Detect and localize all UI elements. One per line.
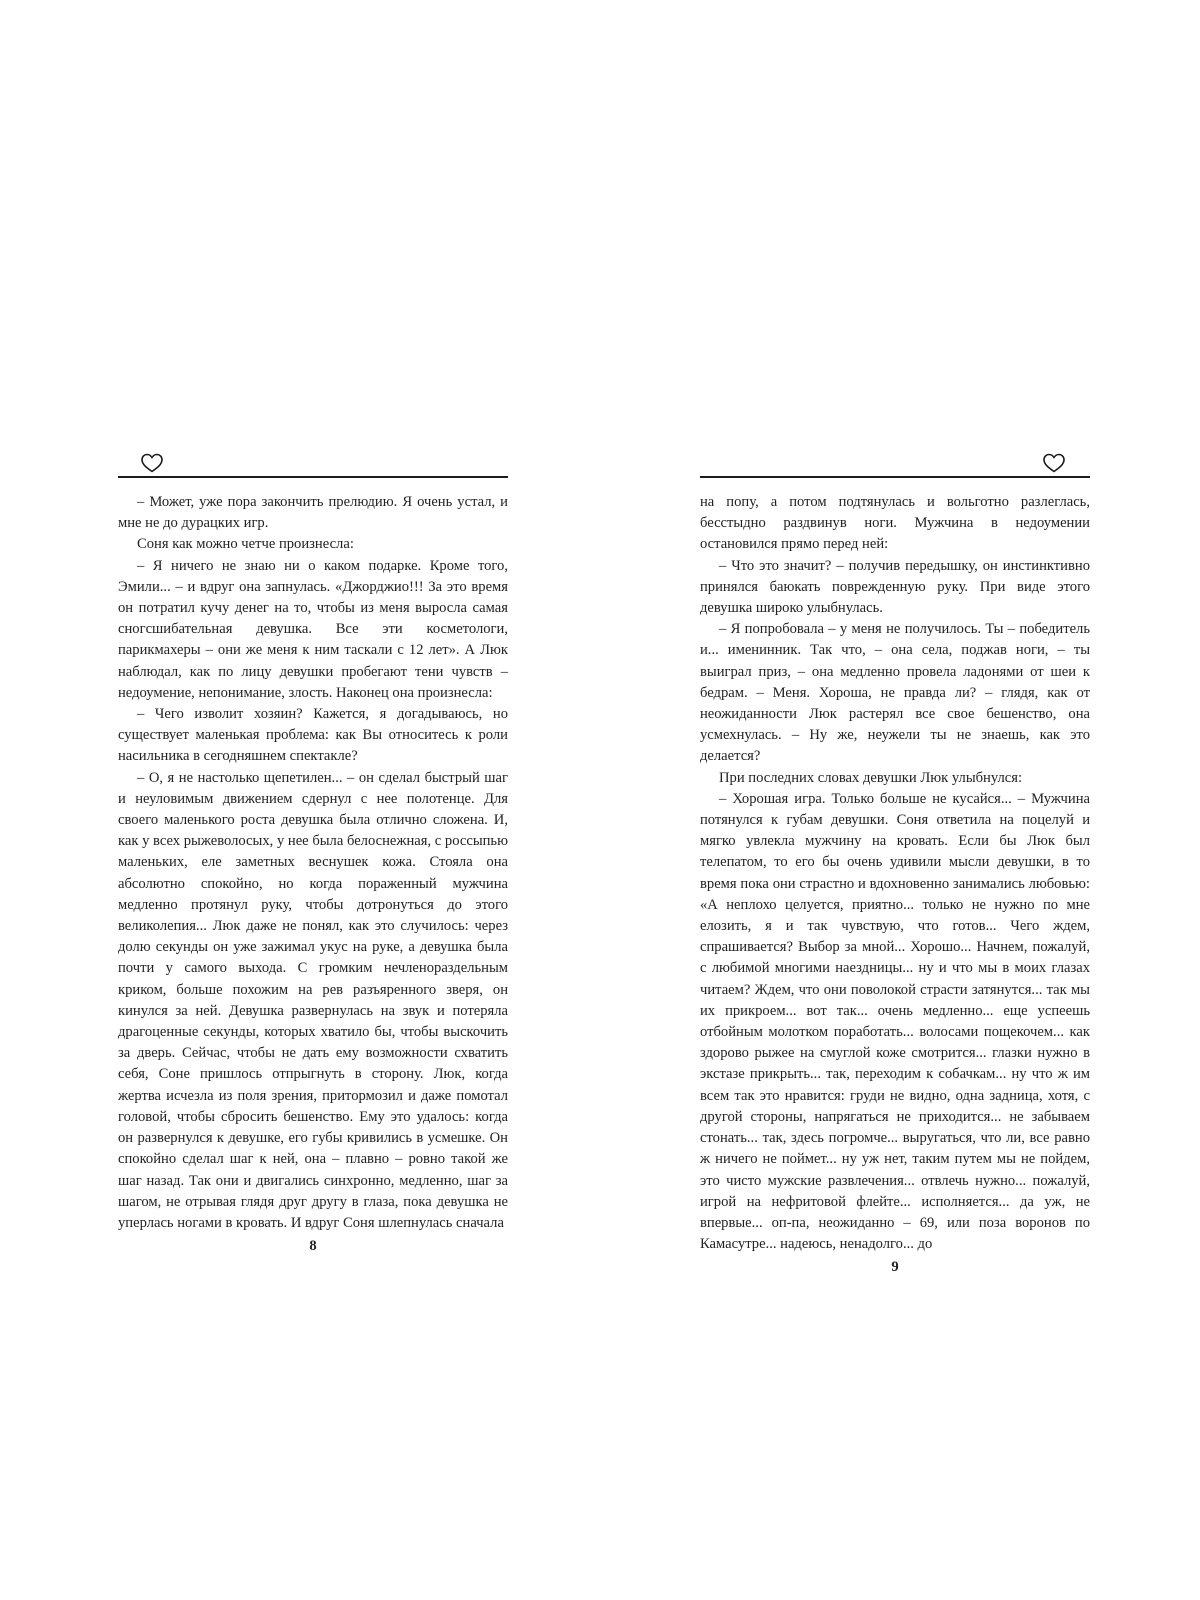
running-header: [700, 451, 1090, 478]
paragraph: – Чего изволит хозяин? Кажется, я догадываюсь, но существует маленькая проблема: как Вы относитесь к роли насильника в сегодняшнем спектакле?: [118, 706, 508, 765]
paragraph: – Я попробовала – у меня не получилось. Ты – победитель и... именинник. Так что, – она села, поджав ноги, – ты выиграл приз, – она медленно провела ладонями от шеи к бедрам. – Меня. Хороша, не правда ли? – глядя, как от неожиданности Люк растерял все свое бешенство, она усмехнулась. – Ну же, неужели ты не знаешь, как это делается?: [700, 621, 1090, 765]
paragraph: – Я ничего не знаю ни о каком подарке. Кроме того, Эмили... – и вдруг она запнулась. «Джорджио!!! За это время он потратил кучу денег на то, чтобы из меня выросла самая сногсшибательная девушка. Все эти косметологи, парикмахеры – они же меня к ним таскали с 12 лет». А Люк наблюдал, как по лицу девушки пробегают тени чувств – недоумение, непонимание, злость. Наконец она произнесла:: [118, 557, 508, 701]
header-rule: [118, 476, 508, 478]
page-body-text: [700, 492, 1090, 1255]
heart-outline-icon: [1042, 453, 1066, 473]
header-rule: [700, 476, 1090, 478]
page-number: 8: [309, 1238, 317, 1255]
running-header: [118, 451, 508, 478]
paragraph: на попу, а потом подтянулась и вольготно разлеглась, бесстыдно раздвинув ноги. Мужчина в недоумении остановился прямо перед ней:: [700, 494, 1090, 553]
paragraph: Соня как можно четче произнесла:: [137, 536, 354, 553]
paragraph: – Может, уже пора закончить прелюдию. Я очень устал, и мне не до дурацких игр.: [118, 494, 508, 532]
paragraph: – Что это значит? – получив передышку, он инстинктивно принялся баюкать поврежденную руку. При виде этого девушка широко улыбнулась.: [700, 557, 1090, 617]
page-body-text: [118, 492, 508, 1234]
paragraph: – О, я не настолько щепетилен... – он сделал быстрый шаг и неуловимым движением сдернул с нее полотенце. Для своего маленького роста девушка была отлично сложена. И, как у всех рыжеволосых, у нее была белоснежная, с россыпью маленьких, еле заметных веснушек кожа. Стояла она абсолютно спокойно, но когда пораженный мужчина медленно протянул руку, чтобы дотронуться до этого великолепия... Люк даже не понял, как это случилось: через долю секунды он уже зажимал укус на руке, а девушка была почти у самого выхода. С громким нечленораздельным криком, больше похожим на рев разъяренного зверя, он кинулся за ней. Девушка развернулась на звук и потеряла драгоценные секунды, которых хватило бы, чтобы выскочить за дверь. Сейчас, чтобы не дать ему возможности схватить себя, Соне пришлось отпрыгнуть в сторону. Люк, когда жертва исчезла из поля зрения, притормозил и даже помотал головой, чтобы сбросить бешенство. Ему это удалось: когда он развернулся к девушке, его губы кривились в усмешке. Он спокойно сделал шаг к ней, она – плавно – ровно такой же шаг назад. Так они и двигались синхронно, медленно, шаг за шагом, не отрывая глядя друг другу в глаза, пока девушка не уперлась ногами в кровать. И вдруг Соня шлепнулась сначала: [118, 769, 508, 1231]
paragraph: При последних словах девушки Люк улыбнулся:: [719, 769, 1023, 786]
right-page: [700, 451, 1090, 1277]
paragraph: – Хорошая игра. Только больше не кусайся... – Мужчина потянулся к губам девушки. Соня ответила на поцелуй и мягко увлекла мужчину на кровать. Если бы Люк был телепатом, то его бы очень удивили мысли девушки, в то время пока они страстно и вдохновенно занимались любовью: «А неплохо целуется, приятно... только не нужно по мне елозить, я и так чувствую, что готов... Чего ждем, спрашивается? Выбор за мной... Хорошо... Начнем, пожалуй, с любимой многими наездницы... ну и что мы в моих глазах читаем? Ждем, что они поволокой страсти затянутся... так мы их прикроем... вот так... очень медленно... еще успеешь отбойным молотком поработать... волосами пощекочем... как здорово рыжее на смуглой коже смотрится... глазки нужно в экстазе прикрыть... так, переходим к собачкам... ну что ж им всем так это нравится: груди не видно, одна задница, хотя, с другой стороны, напрягаться не приходится... не забываем стонать... так, здесь погромче... выругаться, что ли, все равно ж ничего не поймет... ну уж нет, таким путем мы не пойдем, это чисто мужские развлечения... отвлечь нужно... пожалуй, игрой на нефритовой флейте... исполняется... да уж, не впервые... оп-па, неожиданно – 69, или поза воронов по Камасутре... надеюсь, ненадолго... до: [700, 790, 1090, 1253]
heart-outline-icon: [140, 453, 164, 473]
left-page: [118, 451, 508, 1256]
page-number: 9: [891, 1259, 899, 1276]
